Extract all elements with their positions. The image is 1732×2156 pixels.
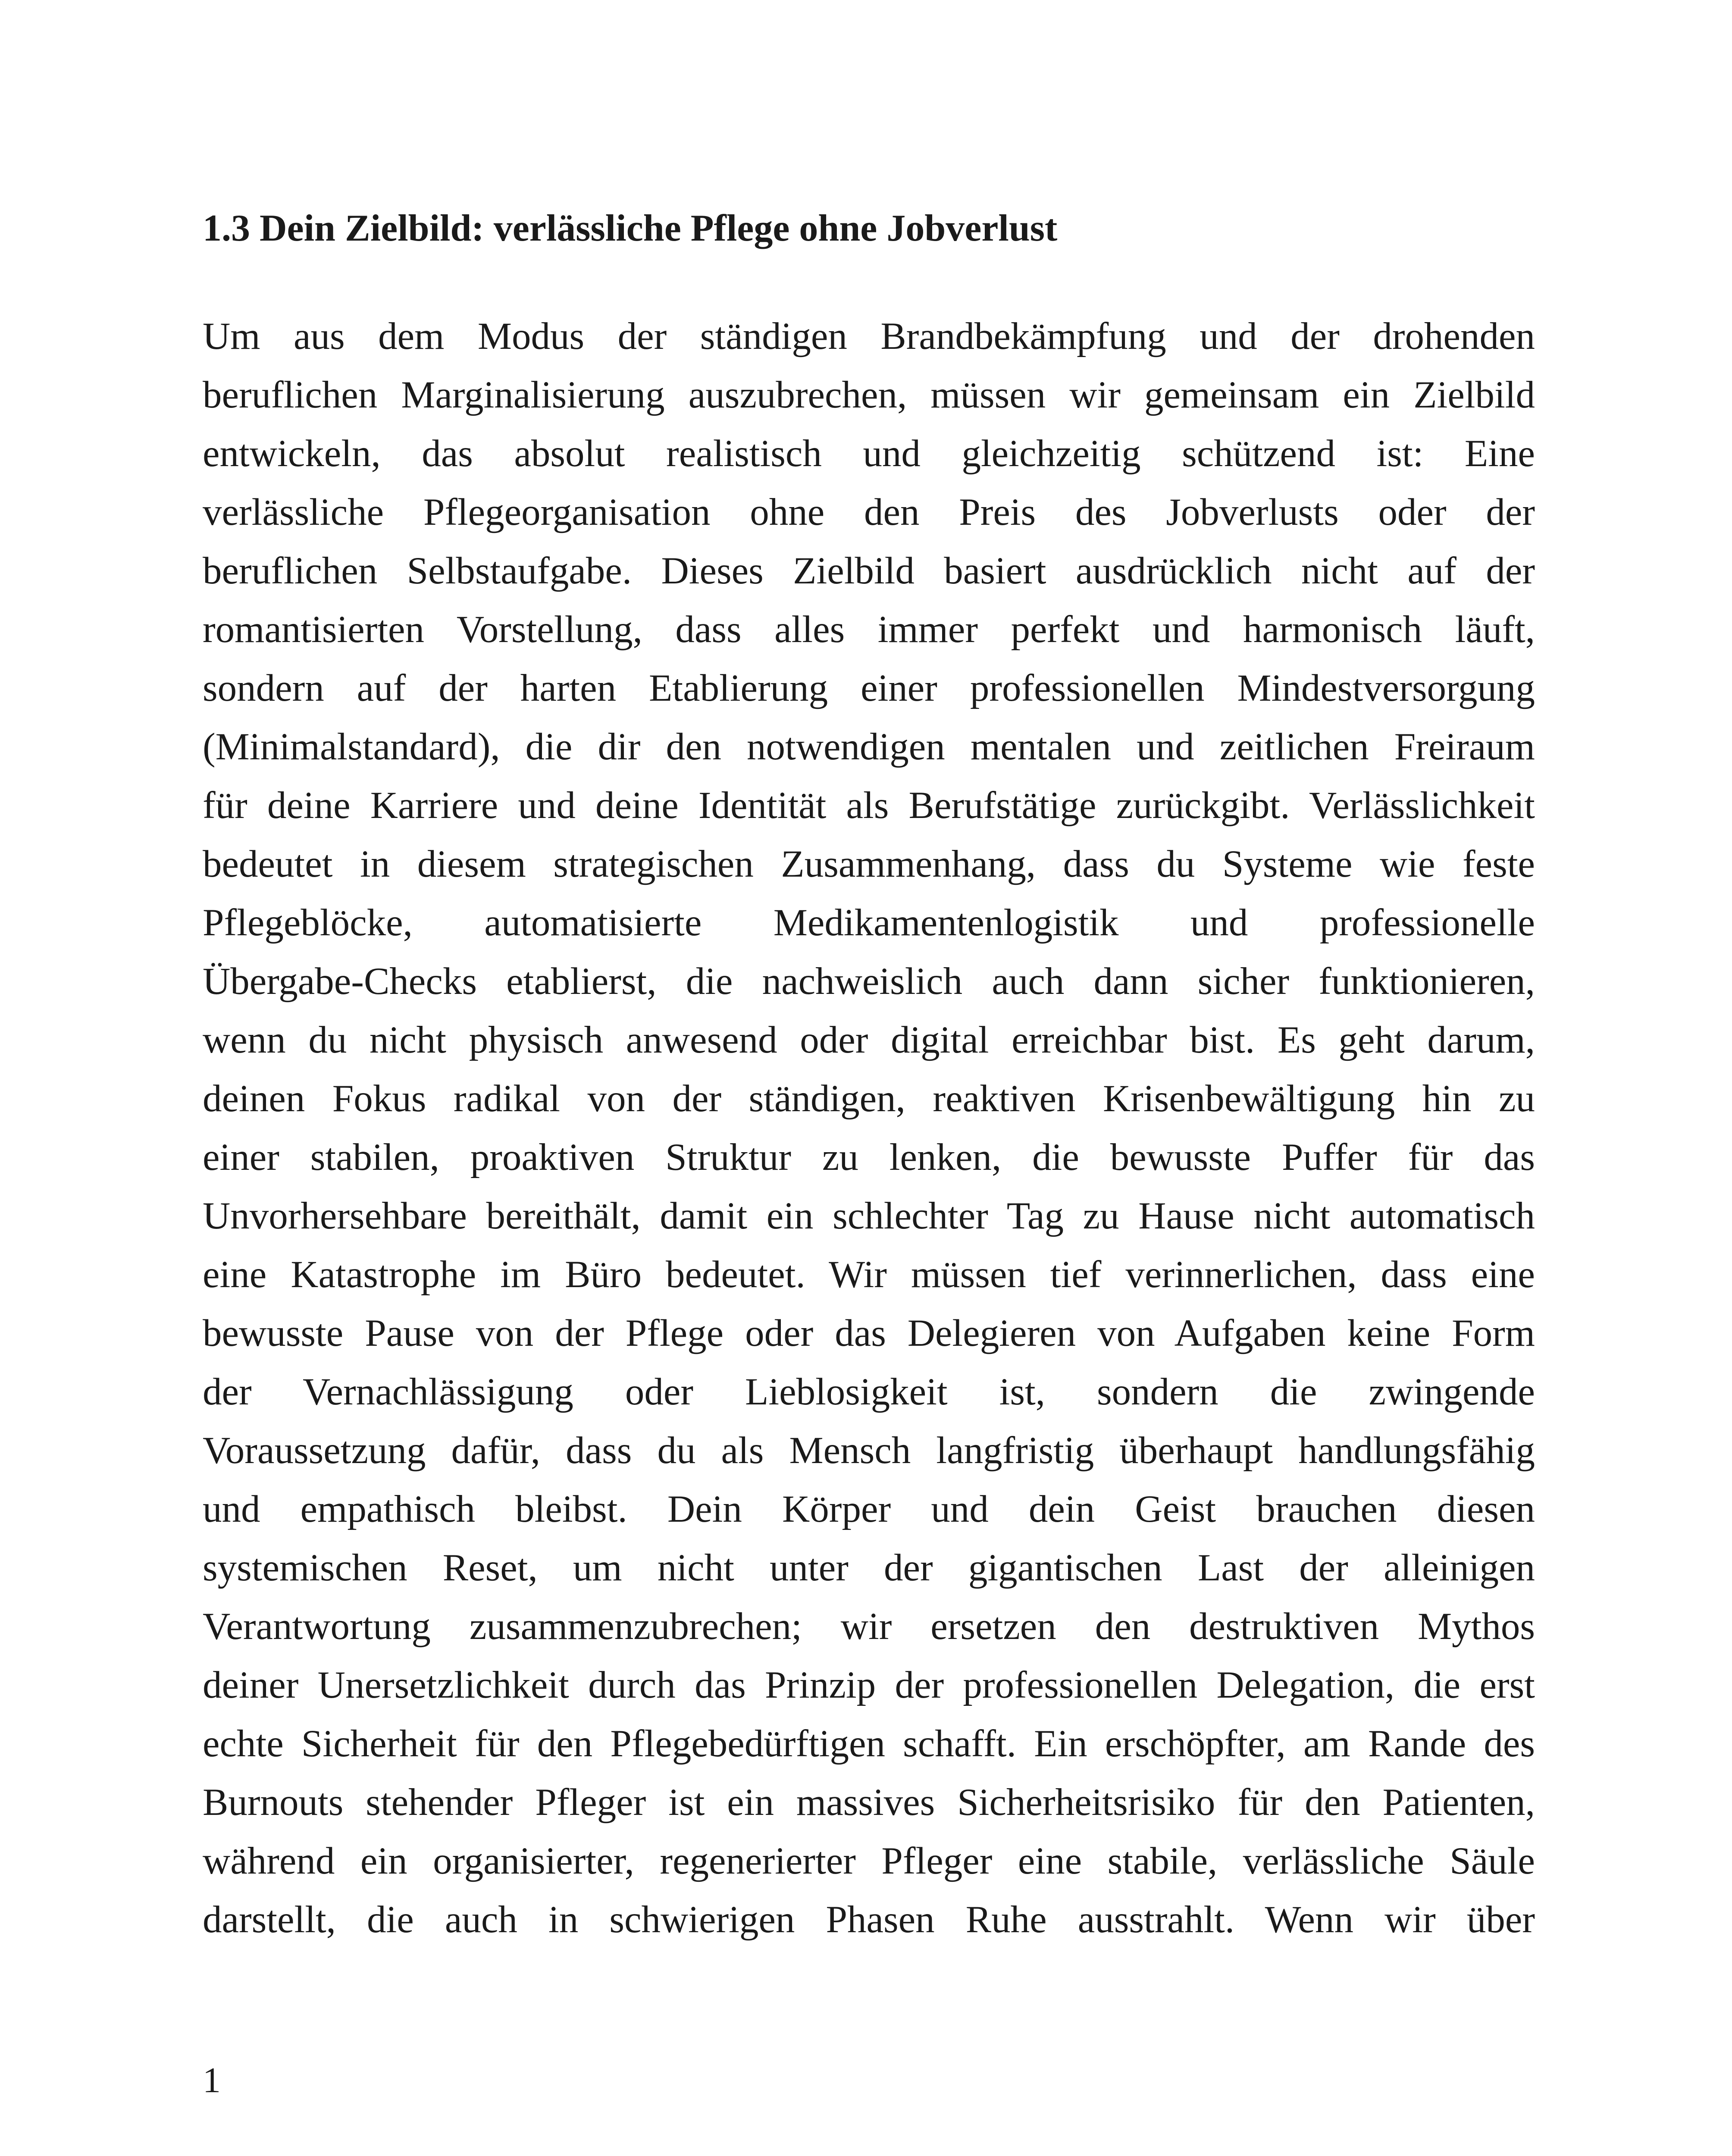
paragraph-line: während ein organisierter, regenerierter Pfleger eine stabile, verlässliche Säule [203, 1840, 1535, 1882]
paragraph-line: entwickeln, das absolut realistisch und gleichzeitig schützend ist: Eine [203, 432, 1535, 475]
paragraph-line: eine Katastrophe im Büro bedeutet. Wir müssen tief verinnerlichen, dass eine [203, 1253, 1535, 1296]
paragraph-line: bewusste Pause von der Pflege oder das Delegieren von Aufgaben keine Form [203, 1312, 1535, 1354]
paragraph-line: Voraussetzung dafür, dass du als Mensch langfristig überhaupt handlungsfähig [203, 1429, 1535, 1472]
paragraph-line: Burnouts stehender Pfleger ist ein massives Sicherheitsrisiko für den Patienten, [203, 1781, 1535, 1824]
paragraph-line: beruflichen Selbstaufgabe. Dieses Zielbild basiert ausdrücklich nicht auf der [203, 550, 1535, 592]
paragraph-line: verlässliche Pflegeorganisation ohne den Preis des Jobverlusts oder der [203, 491, 1535, 533]
paragraph-line: Pflegeblöcke, automatisierte Medikamentenlogistik und professionelle [203, 902, 1535, 944]
body-paragraph [203, 307, 1535, 1949]
paragraph-line: beruflichen Marginalisierung auszubrechen, müssen wir gemeinsam ein Zielbild [203, 374, 1535, 416]
paragraph-line: sondern auf der harten Etablierung einer professionellen Mindestversorgung [203, 667, 1535, 709]
paragraph-line: romantisierten Vorstellung, dass alles immer perfekt und harmonisch läuft, [203, 608, 1535, 651]
paragraph-line: der Vernachlässigung oder Lieblosigkeit ist, sondern die zwingende [203, 1371, 1535, 1413]
paragraph-line: systemischen Reset, um nicht unter der gigantischen Last der alleinigen [203, 1547, 1535, 1589]
section-heading: 1.3 Dein Zielbild: verlässliche Pflege ohne Jobverlust [203, 207, 1058, 249]
paragraph-line: wenn du nicht physisch anwesend oder digital erreichbar bist. Es geht darum, [203, 1019, 1535, 1061]
paragraph-line: echte Sicherheit für den Pflegebedürftigen schafft. Ein erschöpfter, am Rande des [203, 1723, 1535, 1765]
paragraph-line: darstellt, die auch in schwierigen Phasen Ruhe ausstrahlt. Wenn wir über [203, 1899, 1535, 1941]
paragraph-line: bedeutet in diesem strategischen Zusammenhang, dass du Systeme wie feste [203, 843, 1535, 885]
paragraph-line: (Minimalstandard), die dir den notwendigen mentalen und zeitlichen Freiraum [203, 726, 1535, 768]
paragraph-line: deiner Unersetzlichkeit durch das Prinzip der professionellen Delegation, die erst [203, 1664, 1535, 1706]
paragraph-line: Um aus dem Modus der ständigen Brandbekämpfung und der drohenden [203, 315, 1535, 357]
paragraph-line: Unvorhersehbare bereithält, damit ein schlechter Tag zu Hause nicht automatisch [203, 1195, 1535, 1237]
page-number: 1 [203, 2060, 221, 2100]
paragraph-line: und empathisch bleibst. Dein Körper und dein Geist brauchen diesen [203, 1488, 1535, 1530]
paragraph-line: Übergabe-Checks etablierst, die nachweislich auch dann sicher funktionieren, [203, 960, 1535, 1003]
paragraph-line: Verantwortung zusammenzubrechen; wir ersetzen den destruktiven Mythos [203, 1605, 1535, 1648]
paragraph-line: einer stabilen, proaktiven Struktur zu lenken, die bewusste Puffer für das [203, 1136, 1535, 1178]
paragraph-line: für deine Karriere und deine Identität als Berufstätige zurückgibt. Verlässlichkeit [203, 784, 1535, 827]
paragraph-line: deinen Fokus radikal von der ständigen, reaktiven Krisenbewältigung hin zu [203, 1078, 1535, 1120]
